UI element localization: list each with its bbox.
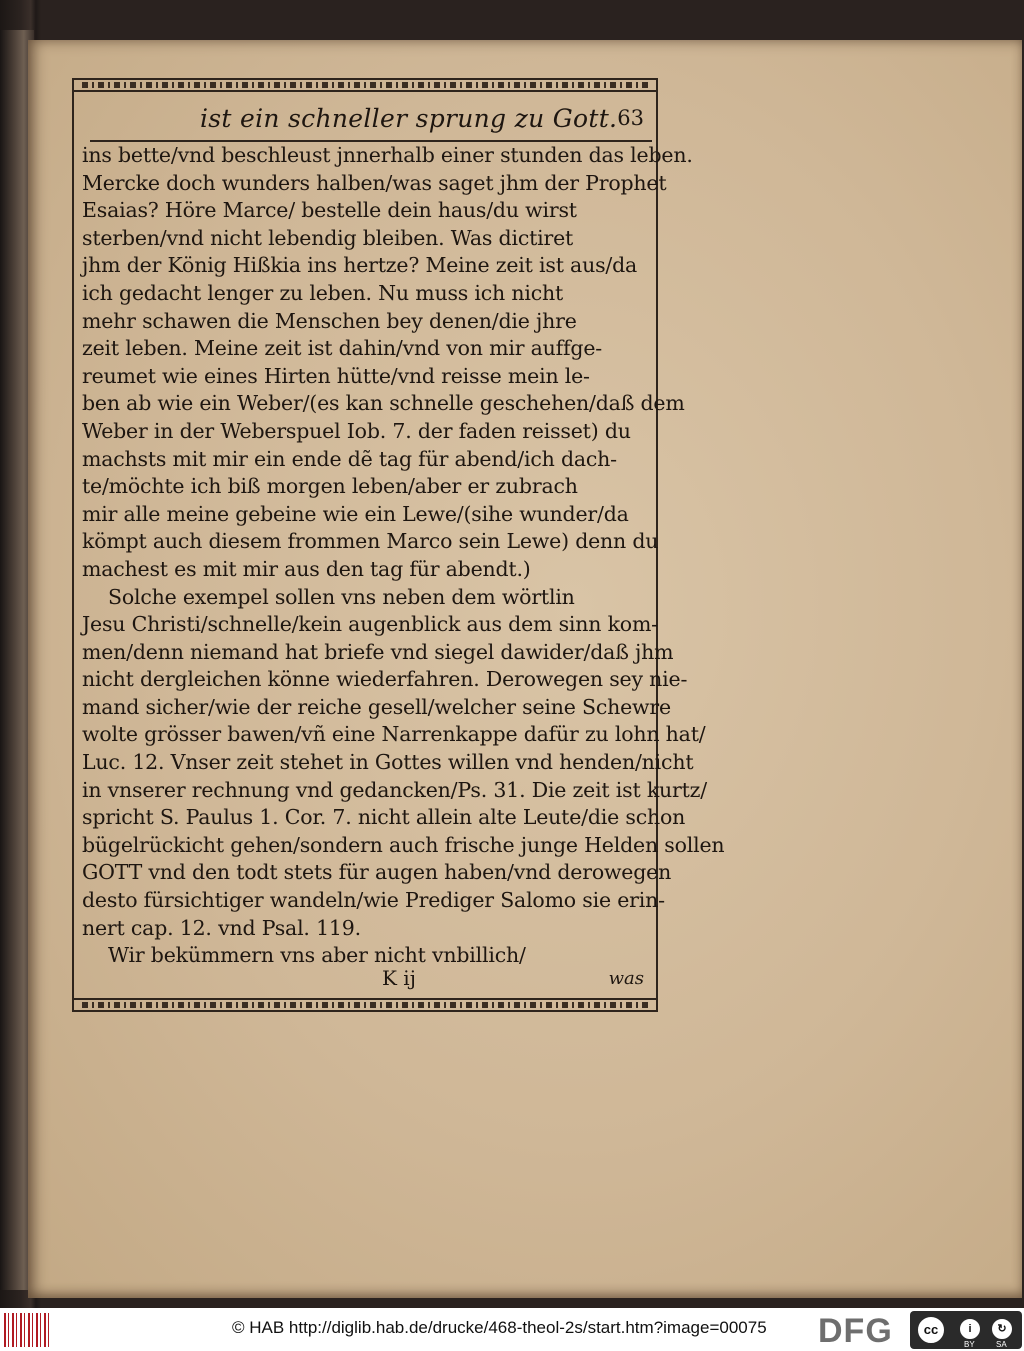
hab-logo-icon [4,1313,50,1347]
cc-license-badge[interactable] [910,1311,1022,1349]
sa-label: SA [996,1340,1007,1349]
text-line: in vnserer rechnung vnd gedancken/Ps. 31. Die zeit ist kurtz/ [82,777,707,802]
text-line: sterben/vnd nicht lebendig bleiben. Was dictiret [82,225,574,250]
text-line: desto fürsichtiger wandeln/wie Prediger Salomo sie erin- [82,888,665,913]
text-line: mehr schawen die Menschen bey denen/die jhre [82,308,577,333]
text-line: Mercke doch wunders halben/was saget jhm der Prophet [82,170,667,195]
text-line: machsts mit mir ein ende dẽ tag für abend/ich dach- [82,446,617,471]
text-line: machest es mit mir aus den tag für abendt.) [82,556,531,581]
text-line: bügelrückicht gehen/sondern auch frische junge Helden sollen [82,832,725,857]
page-number: 63 [617,106,644,130]
text-line: Wir bekümmern vns aber nicht vnbillich/ [108,943,526,968]
text-line: spricht S. Paulus 1. Cor. 7. nicht allein alte Leute/die schon [82,805,686,830]
text-line: nert cap. 12. vnd Psal. 119. [82,915,361,940]
text-line: kömpt auch diesem frommen Marco sein Lewe) denn du [82,529,659,554]
dfg-logo: DFG [818,1312,893,1350]
text-line: Esaias? Höre Marce/ bestelle dein haus/du wirst [82,198,577,223]
text-line: ben ab wie ein Weber/(es kan schnelle geschehen/daß dem [82,391,685,416]
running-head: ist ein schneller sprung zu Gott. [200,104,618,133]
text-line: jhm der König Hißkia ins hertze? Meine zeit ist aus/da [82,253,638,278]
text-line: Luc. 12. Vnser zeit stehet in Gottes willen vnd henden/nicht [82,750,694,775]
page-footer [82,966,650,992]
top-ornament-rule [74,78,656,92]
text-line: men/denn niemand hat briefe vnd siegel dawider/daß jhm [82,639,674,664]
cc-icon: cc [916,1315,946,1345]
by-label: BY [964,1340,975,1349]
credit-link[interactable]: © HAB http://diglib.hab.de/drucke/468-theol-2s/start.htm?image=00075 [232,1318,767,1337]
page-header [90,104,650,140]
text-line: mand sicher/wie der reiche gesell/welcher seine Schewre [82,694,671,719]
text-line: Solche exempel sollen vns neben dem wörtlin [108,584,575,609]
text-line: ich gedacht lenger zu leben. Nu muss ich nicht [82,280,564,305]
text-line: mir alle meine gebeine wie ein Lewe/(sihe wunder/da [82,501,629,526]
catchword: was [608,968,644,989]
text-line: te/möchte ich biß morgen leben/aber er zubrach [82,474,578,499]
viewer-footer-bar [0,1308,1024,1351]
sa-icon: ↻ [990,1317,1014,1341]
text-line: wolte grösser bawen/vñ eine Narrenkappe dafür zu lohn hat/ [82,722,706,747]
text-line: zeit leben. Meine zeit ist dahin/vnd von mir auffge- [82,336,602,361]
text-line: ins bette/vnd beschleust jnnerhalb einer stunden das leben. [82,143,693,167]
text-line: reumet wie eines Hirten hütte/vnd reisse mein le- [82,363,590,388]
text-line: nicht dergleichen könne wiederfahren. Derowegen sey nie- [82,667,688,692]
bottom-ornament-rule [74,998,656,1012]
text-line: Weber in der Weberspuel Iob. 7. der faden reisset) du [82,418,631,443]
text-line: GOTT vnd den todt stets für augen haben/vnd derowegen [82,860,672,885]
signature-mark: K ij [382,966,416,990]
body-text [82,142,725,970]
by-icon: i [958,1317,982,1341]
text-line: Jesu Christi/schnelle/kein augenblick aus dem sinn kom- [82,612,658,637]
